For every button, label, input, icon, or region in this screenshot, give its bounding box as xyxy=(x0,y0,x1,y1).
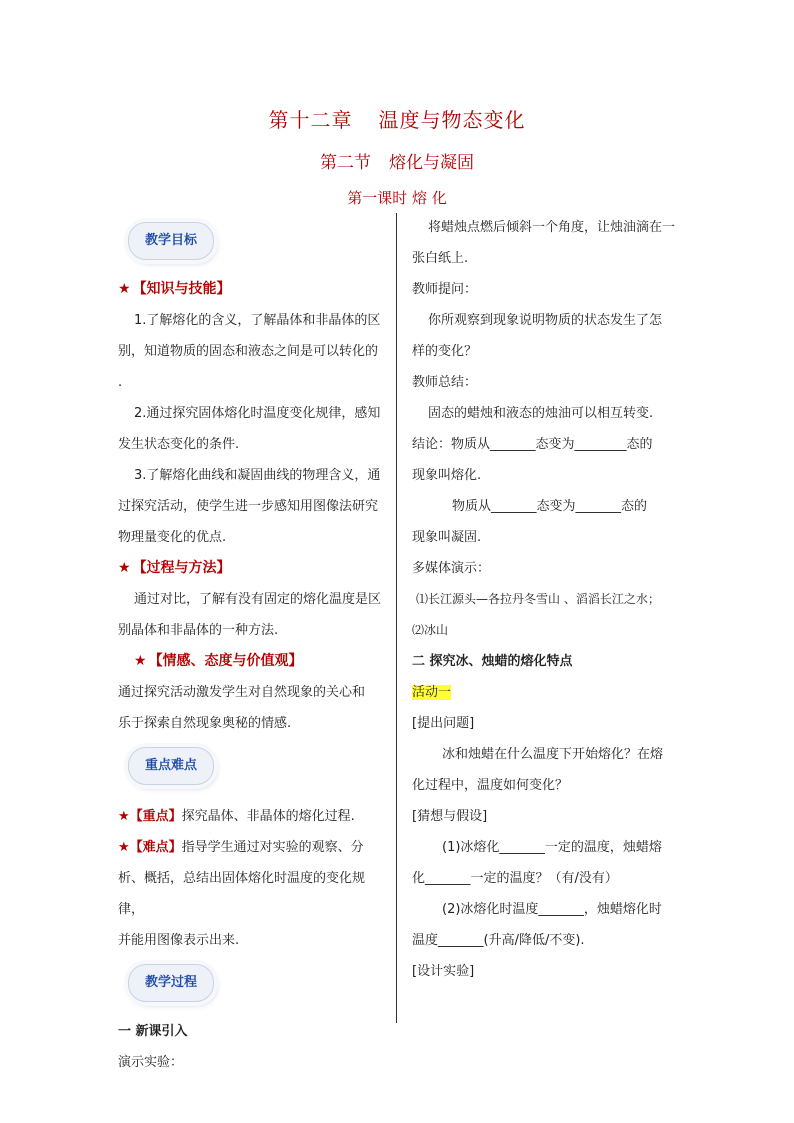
text-line: 将蜡烛点燃后倾斜一个角度，让烛油滴在一 xyxy=(428,220,676,235)
text-line: 2.通过探究固体熔化时温度变化规律，感知 xyxy=(134,406,381,421)
text-line: [提出问题] xyxy=(412,716,475,731)
right-column xyxy=(412,212,678,987)
star-icon: ★ xyxy=(118,560,131,576)
text-line: (1)冰熔化_______一定的温度，烛蜡熔 xyxy=(442,840,662,855)
star-icon: ★ xyxy=(118,840,130,855)
key-point-line: ★【重点】探究晶体、非晶体的熔化过程. xyxy=(118,809,355,824)
heading-process: ★ 【过程与方法】 xyxy=(118,560,231,576)
text-line: 温度_______(升高/降低/不变). xyxy=(412,933,585,948)
text-line: 1.了解熔化的含义，了解晶体和非晶体的区 xyxy=(134,313,381,328)
badge-teaching-goals: 教学目标 xyxy=(128,222,214,260)
difficult-point-line: ★【难点】指导学生通过对实验的观察、分 xyxy=(118,840,364,855)
text-line: [设计实验] xyxy=(412,964,475,979)
text-line: 冰和烛蜡在什么温度下开始熔化？在熔 xyxy=(442,747,664,762)
text-line: 过探究活动，使学生进一步感知用图像法研究 xyxy=(118,499,379,514)
text-line: ⑴长江源头—各拉丹冬雪山 、滔滔长江之水； xyxy=(416,592,660,606)
text-line: 乐于探索自然现象奥秘的情感. xyxy=(118,716,292,731)
lesson-title: 第一课时 熔 化 xyxy=(347,189,447,207)
section-heading: 一 新课引入 xyxy=(118,1024,188,1039)
text-line: 教师总结： xyxy=(412,375,478,390)
text-line: 通过探究活动激发学生对自然现象的关心和 xyxy=(118,685,366,700)
badge-key-points: 重点难点 xyxy=(128,747,214,785)
text-line: 样的变化？ xyxy=(412,344,478,359)
text-line: [猜想与假设] xyxy=(412,809,488,824)
text-line: 结论：物质从_______态变为________态的 xyxy=(412,437,653,452)
badge-teaching-process: 教学过程 xyxy=(128,964,214,1002)
text-line: 现象叫熔化. xyxy=(412,468,482,483)
text-line: 别，知道物质的固态和液态之间是可以转化的 . xyxy=(118,344,379,390)
activity-label-line xyxy=(412,677,678,708)
chapter-title: 第十二章 温度与物态变化 xyxy=(268,108,526,132)
text-line: 教师提问： xyxy=(412,282,478,297)
heading-knowledge: ★ 【知识与技能】 xyxy=(118,281,231,297)
text-line: (2)冰熔化时温度_______，烛蜡熔化时 xyxy=(442,902,662,917)
left-column xyxy=(118,222,386,1078)
text-line: 固态的蜡烛和液态的烛油可以相互转变. xyxy=(428,406,654,421)
star-icon: ★ xyxy=(118,809,130,824)
section-heading: 二 探究冰、烛蜡的熔化特点 xyxy=(412,654,573,669)
text-line: 你所观察到现象说明物质的状态发生了怎 xyxy=(428,313,663,328)
text-line: 通过对比，了解有没有固定的熔化温度是区 xyxy=(134,592,382,607)
text-line: 张白纸上. xyxy=(412,251,469,266)
heading-attitude: ★ 【情感、态度与价值观】 xyxy=(134,653,303,669)
text-line: 析、概括，总结出固体熔化时温度的变化规律， xyxy=(118,871,366,917)
text-line: 物质从_______态变为_______态的 xyxy=(452,499,648,514)
section-title: 第二节 熔化与凝固 xyxy=(320,153,474,173)
star-icon: ★ xyxy=(118,281,131,297)
text-line: 发生状态变化的条件. xyxy=(118,437,240,452)
column-divider xyxy=(396,213,397,1023)
text-line: 多媒体演示： xyxy=(412,561,491,576)
text-line: 演示实验： xyxy=(118,1055,184,1070)
text-line: 化_______一定的温度？（有/没有） xyxy=(412,871,618,886)
text-line: 化过程中，温度如何变化？ xyxy=(412,778,569,793)
text-line: 别晶体和非晶体的一种方法. xyxy=(118,623,279,638)
text-line: 并能用图像表示出来. xyxy=(118,933,240,948)
text-line: 3.了解熔化曲线和凝固曲线的物理含义，通 xyxy=(134,468,381,483)
text-line: 物理量变化的优点. xyxy=(118,530,227,545)
activity-label: 活动一 xyxy=(412,685,452,700)
text-line: 现象叫凝固. xyxy=(412,530,482,545)
text-line: ⑵冰山 xyxy=(412,623,449,637)
star-icon: ★ xyxy=(134,653,147,669)
